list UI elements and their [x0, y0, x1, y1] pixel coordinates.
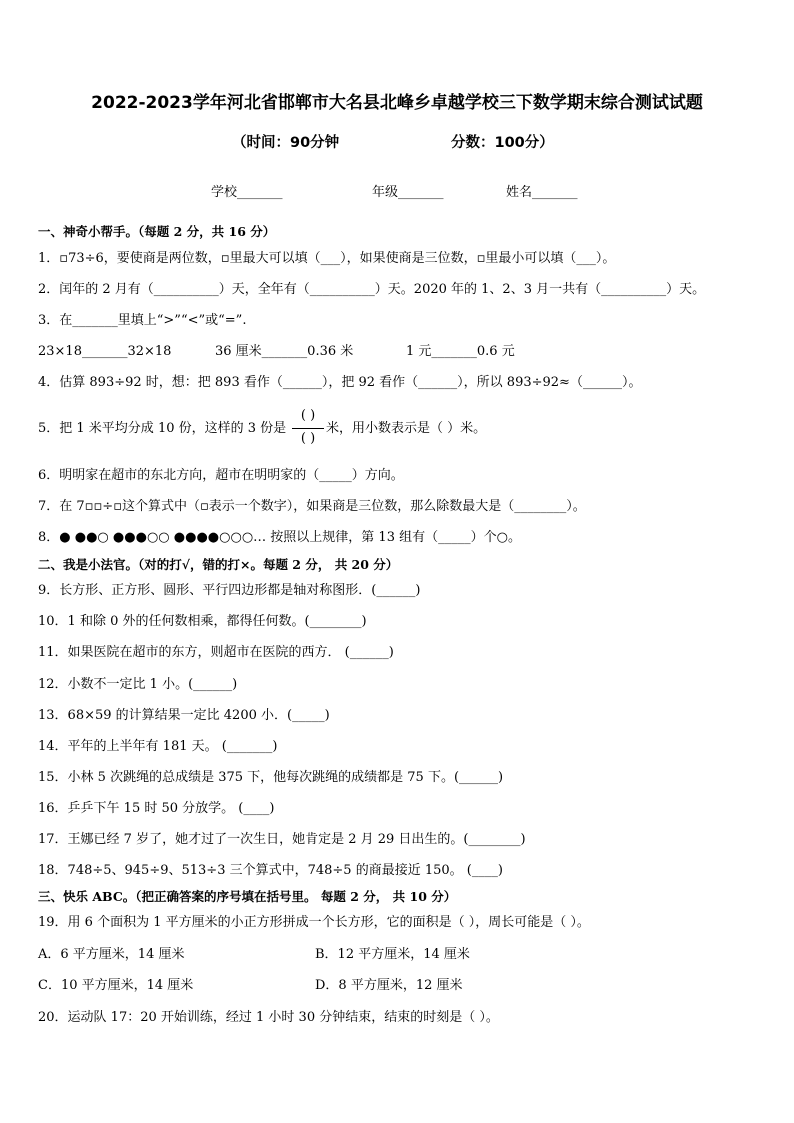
exam-score: 分数：100分） [451, 135, 554, 151]
question-3-item-c: 1 元_______0.6 元 [406, 344, 515, 359]
question-19-option-d: D．8 平方厘米，12 厘米 [315, 978, 463, 993]
fraction-denominator: ( ) [300, 431, 316, 446]
school-field: 学校_______ [211, 185, 283, 200]
question-9: 9．长方形、正方形、圆形、平行四边形都是轴对称图形．(______) [38, 583, 421, 598]
question-3: 3．在_______里填上“>”“<”或“=”. [38, 313, 247, 328]
question-13: 13．68×59 的计算结果一定比 4200 小．(_____) [38, 708, 330, 723]
name-field: 姓名_______ [506, 185, 578, 200]
question-5-suffix: 米，用小数表示是（ ）米。 [326, 421, 487, 436]
question-15: 15．小林 5 次跳绳的总成绩是 375 下，他每次跳绳的成绩都是 75 下。(______) [38, 770, 504, 785]
question-19-option-b: B．12 平方厘米，14 厘米 [315, 947, 470, 962]
question-10: 10．1 和除 0 外的任何数相乘，都得任何数。(________) [38, 614, 367, 629]
question-16: 16．乒乒下午 15 时 50 分放学。 (____) [38, 801, 275, 816]
section-3-heading: 三、快乐 ABC。（把正确答案的序号填在括号里。 每题 2 分， 共 10 分） [38, 889, 457, 904]
question-14: 14．平年的上半年有 181 天。 (_______) [38, 739, 278, 754]
question-19: 19．用 6 个面积为 1 平方厘米的小正方形拼成一个长方形，它的面积是（ ），周长可能是（ ）。 [38, 915, 590, 930]
question-18: 18．748÷5、945÷9、513÷3 三个算式中，748÷5 的商最接近 150。 (____) [38, 863, 503, 878]
question-5-prefix: 5．把 1 米平均分成 10 份，这样的 3 份是 [38, 421, 287, 436]
question-11: 11．如果医院在超市的东方，则超市在医院的西方． (______) [38, 645, 394, 660]
question-19-option-c: C．10 平方厘米，14 厘米 [38, 978, 194, 993]
question-17: 17．王娜已经 7 岁了，她才过了一次生日，她肯定是 2 月 29 日出生的。(________) [38, 832, 526, 847]
question-20: 20．运动队 17：20 开始训练，经过 1 小时 30 分钟结束，结束的时刻是（ ）。 [38, 1010, 499, 1025]
question-3-item-b: 36 厘米_______0.36 米 [215, 344, 354, 359]
fraction-bar [292, 428, 324, 429]
question-5-fraction [292, 406, 324, 450]
question-6: 6．明明家在超市的东北方向，超市在明明家的（_____）方向。 [38, 468, 404, 483]
question-12: 12．小数不一定比 1 小。(______) [38, 677, 238, 692]
page-title: 2022-2023学年河北省邯郸市大名县北峰乡卓越学校三下数学期末综合测试试题 [91, 93, 703, 113]
exam-time: （时间：90分钟 [232, 135, 340, 151]
section-1-heading: 一、神奇小帮手。（每题 2 分，共 16 分） [38, 224, 276, 239]
question-7: 7．在 7▫▫÷▫这个算式中（▫表示一个数字），如果商是三位数，那么除数最大是（________）。 [38, 499, 586, 514]
question-3-item-a: 23×18_______32×18 [38, 344, 172, 359]
question-1: 1．▫73÷6，要使商是两位数，▫里最大可以填（___），如果使商是三位数，▫里最小可以填（___）。 [38, 251, 616, 266]
question-2: 2．闰年的 2 月有（__________）天，全年有（__________）天。2020 年的 1、2、3 月一共有（__________）天。 [38, 282, 706, 297]
section-2-heading: 二、我是小法官。（对的打√，错的打×。每题 2 分， 共 20 分） [38, 557, 399, 572]
fraction-numerator: ( ) [300, 408, 316, 423]
question-4: 4．估算 893÷92 时，想：把 893 看作（______），把 92 看作（______），所以 893÷92≈（______）。 [38, 375, 642, 390]
grade-field: 年级_______ [372, 185, 444, 200]
question-19-option-a: A．6 平方厘米，14 厘米 [38, 947, 185, 962]
question-8: 8．● ●●○ ●●●○○ ●●●●○○○… 按照以上规律，第 13 组有（_____）个○。 [38, 530, 521, 545]
